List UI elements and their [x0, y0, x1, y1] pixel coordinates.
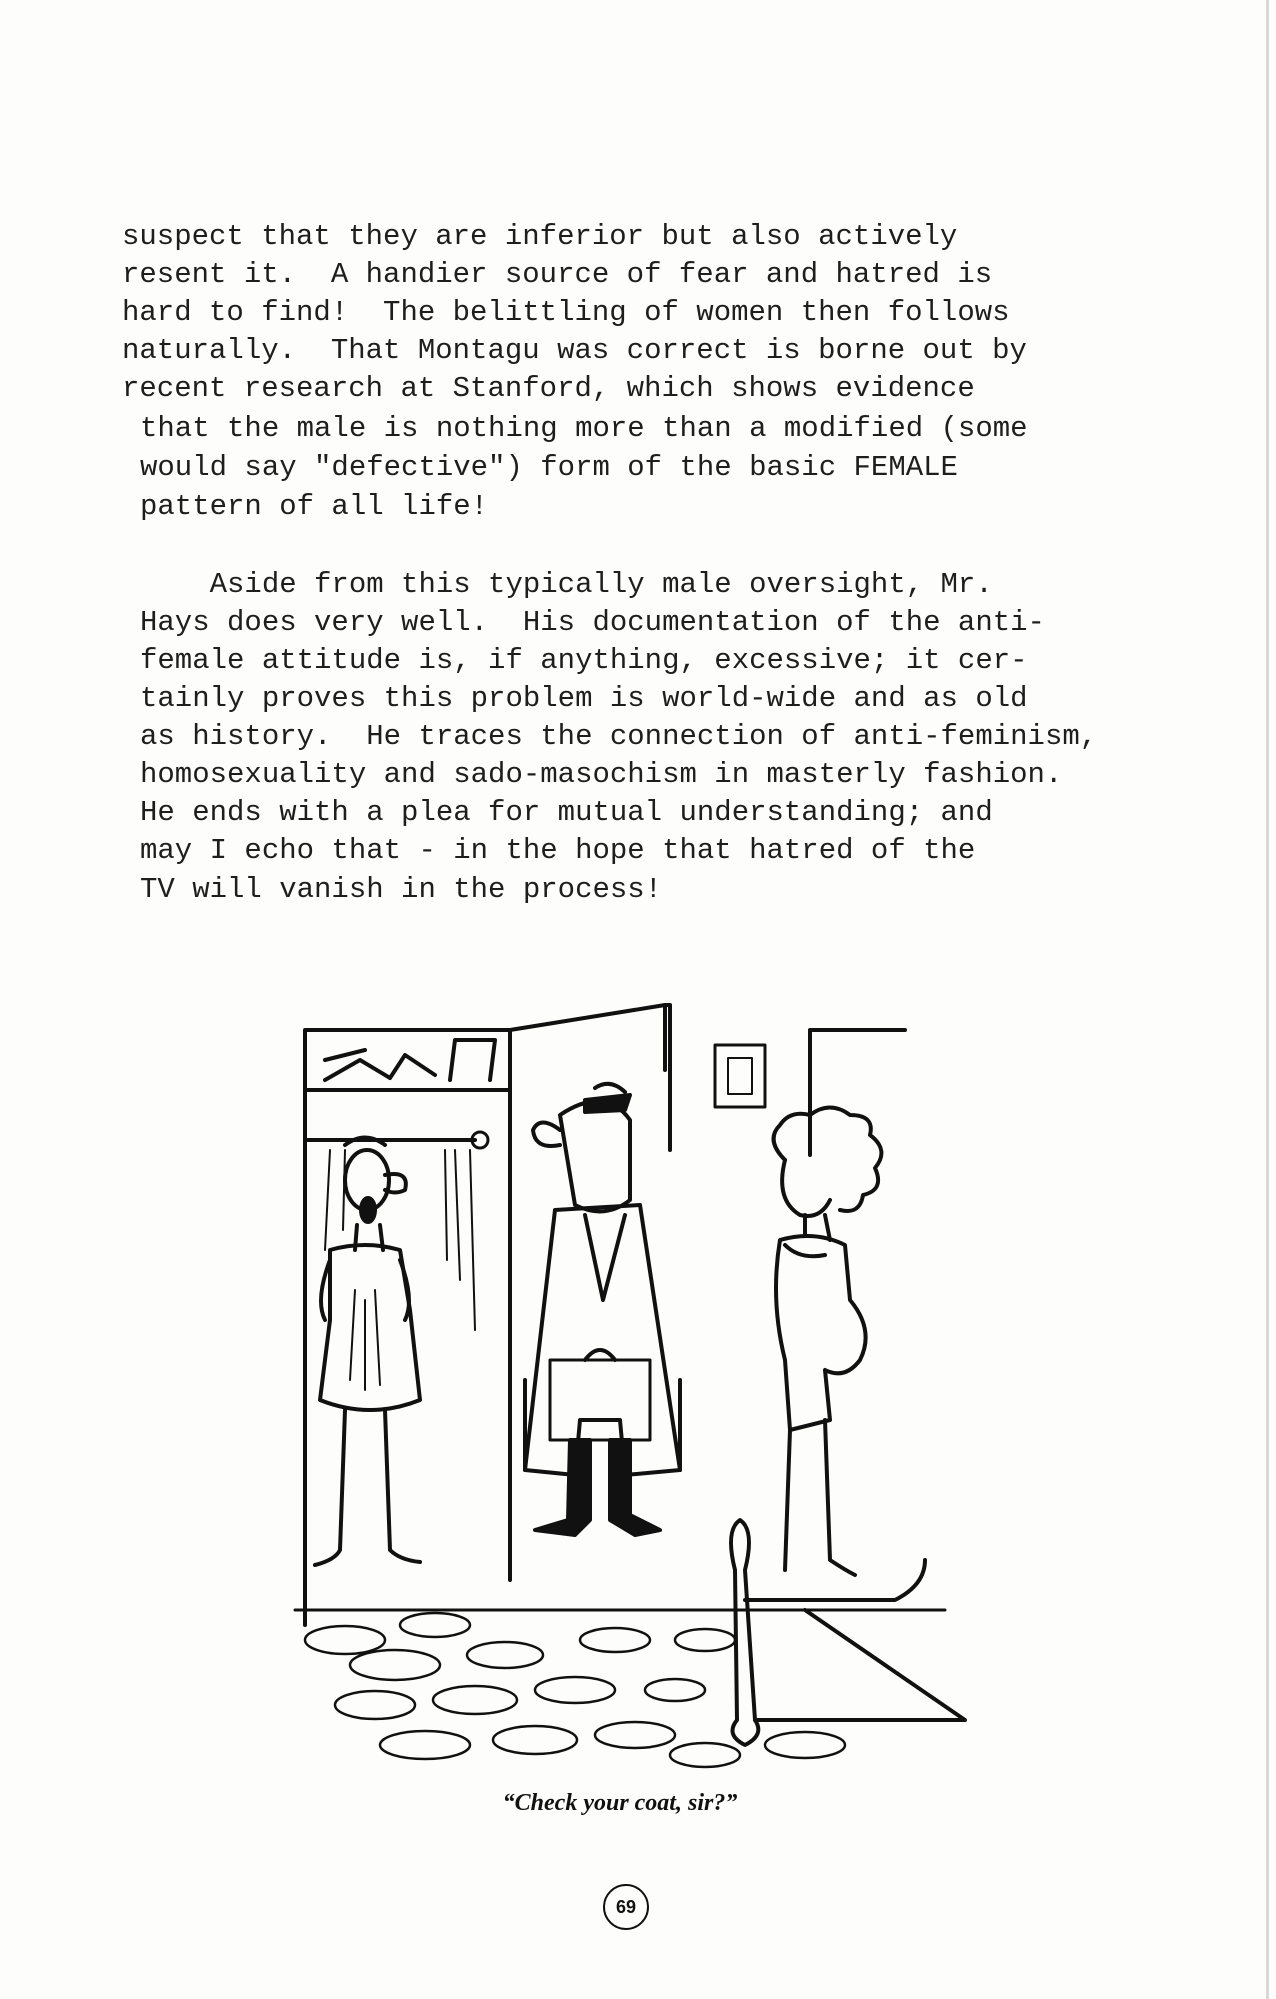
- paragraph-1-line: suspect that they are inferior but also actively: [122, 220, 958, 253]
- cartoon-illustration: [285, 1000, 995, 1800]
- man-in-coat: [525, 1084, 680, 1535]
- closet-frame: [305, 1030, 510, 1625]
- paragraph-1: [122, 218, 1028, 548]
- shelf-items: [325, 1040, 495, 1080]
- paragraph-2-line: tainly proves this problem is world-wide and as old: [140, 682, 1028, 715]
- paragraph-1-line: that the male is nothing more than a modified (some: [140, 412, 1028, 445]
- paragraph-2-line: as history. He traces the connection of anti-feminism,: [140, 720, 1098, 753]
- paragraph-1-line: naturally. That Montagu was correct is borne out by: [122, 334, 1027, 367]
- door-frame: [810, 1030, 905, 1155]
- closet-door: [510, 1005, 665, 1070]
- man-in-negligee: [315, 1138, 420, 1566]
- paragraph-1-line: resent it. A handier source of fear and hatred is: [122, 258, 993, 291]
- paragraph-2-line: female attitude is, if anything, excessive; it cer-: [140, 644, 1028, 677]
- paragraph-2-line: Aside from this typically male oversight, Mr.: [140, 568, 993, 601]
- paragraph-2-line: TV will vanish in the process!: [140, 873, 663, 906]
- wall-picture: [715, 1045, 765, 1107]
- woman-with-curly-hair: [774, 1108, 882, 1576]
- paragraph-1-line: recent research at Stanford, which shows evidence: [122, 372, 975, 405]
- paragraph-1-line: hard to find! The belittling of women then follows: [122, 296, 1010, 329]
- cartoon-caption: “Check your coat, sir?”: [502, 1790, 738, 1816]
- page-number: 69: [603, 1884, 649, 1930]
- paragraph-2-line: may I echo that - in the hope that hatred of the: [140, 834, 976, 867]
- bed: [731, 1520, 758, 1745]
- floor-pattern: [305, 1613, 845, 1767]
- paragraph-2-line: homosexuality and sado-masochism in masterly fashion.: [140, 758, 1063, 791]
- paragraph-1-line: would say "defective") form of the basic FEMALE: [140, 451, 958, 484]
- paragraph-2: [140, 566, 1098, 929]
- paragraph-2-line: Hays does very well. His documentation of the anti-: [140, 606, 1045, 639]
- paragraph-2-line: He ends with a plea for mutual understanding; and: [140, 796, 993, 829]
- paragraph-1-line: pattern of all life!: [140, 490, 489, 523]
- page-edge: [1266, 0, 1269, 1999]
